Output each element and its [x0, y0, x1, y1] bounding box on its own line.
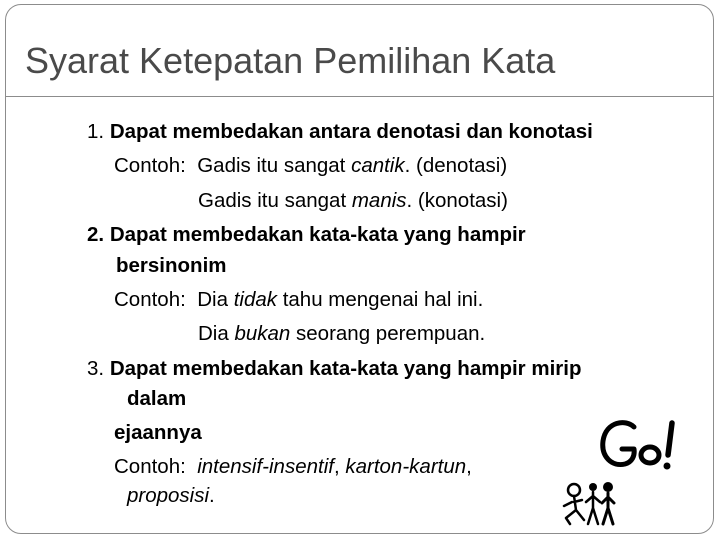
example-text: ,: [333, 455, 346, 478]
item-3-example-1: [114, 455, 472, 479]
item-2-heading-cont: bersinonim: [116, 254, 227, 277]
example-label: Contoh:: [114, 154, 186, 177]
example-text: . (denotasi): [404, 154, 508, 177]
item-3-heading-cont-2: ejaannya: [114, 421, 202, 444]
example-italic-word: bukan: [234, 322, 291, 345]
example-text: tahu mengenai hal ini.: [277, 288, 484, 311]
example-italic-word: karton-kartun: [345, 455, 467, 478]
example-italic-word: cantik: [351, 154, 405, 177]
example-italic-word: manis: [351, 189, 407, 212]
example-text: Dia: [197, 288, 234, 311]
example-text: . (konotasi): [406, 189, 508, 212]
title-divider: [6, 96, 713, 97]
item-1-heading-text: Dapat membedakan antara denotasi dan konotasi: [109, 120, 593, 143]
example-label: Contoh:: [114, 455, 186, 478]
item-1-example-1: [114, 154, 507, 178]
item-3-heading: [87, 357, 581, 381]
example-italic-word: tidak: [233, 288, 277, 311]
example-text: Gadis itu sangat: [197, 154, 352, 177]
item-1-number: 1.: [87, 120, 105, 143]
item-1-heading: [87, 120, 593, 144]
item-3-heading-text: Dapat membedakan kata-kata yang hampir mirip: [109, 357, 582, 380]
running-people-icon: [562, 478, 616, 528]
example-text: Dia: [198, 322, 235, 345]
example-italic-word: intensif-insentif: [197, 455, 334, 478]
slide-title: Syarat Ketepatan Pemilihan Kata: [25, 40, 556, 81]
item-3-heading-cont-1: dalam: [127, 387, 187, 410]
item-2-example-2: [198, 322, 485, 346]
item-2-example-1: [114, 288, 483, 312]
example-italic-word: proposisi: [127, 484, 210, 507]
item-2-heading: [87, 223, 526, 247]
item-2-number: 2.: [87, 223, 105, 246]
item-2-heading-text: Dapat membedakan kata-kata yang hampir: [109, 223, 526, 246]
go-clipart-icon: [598, 415, 680, 479]
example-label: Contoh:: [114, 288, 186, 311]
example-text: Gadis itu sangat: [198, 189, 352, 212]
item-3-example-2: [127, 484, 215, 508]
example-text: .: [209, 484, 215, 507]
item-1-example-2: [198, 189, 508, 213]
item-3-number: 3.: [87, 357, 105, 380]
example-text: seorang perempuan.: [290, 322, 486, 345]
example-text: ,: [466, 455, 472, 478]
